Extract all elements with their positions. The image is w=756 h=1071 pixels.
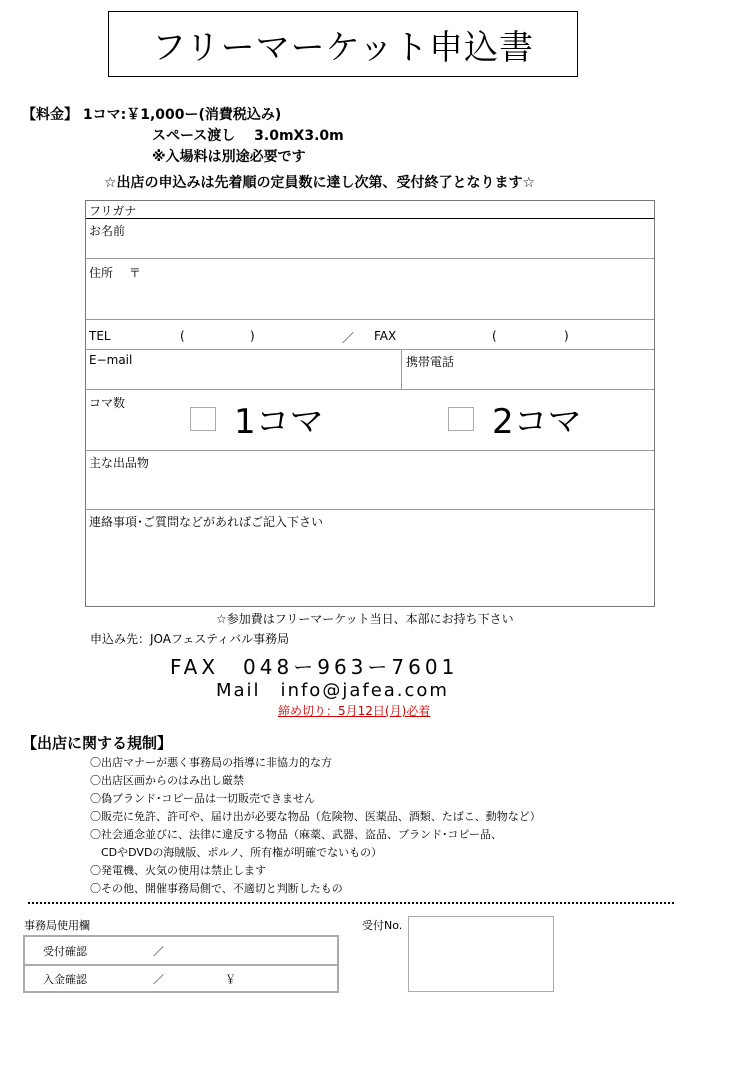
main-items-label: 主な出品物 <box>89 456 150 470</box>
space-size: スペース渡し 3.0mX3.0m <box>152 128 344 144</box>
rule-item: 〇出店マナーが悪く事務局の指導に非協力的な方 <box>90 756 332 769</box>
koma-label: コマ数 <box>89 396 126 410</box>
deadline: 締め切り：5月12日(月)必着 <box>278 704 431 718</box>
rule-item: CDやDVDの海賊版、ポルノ、所有権が明確でないもの） <box>90 846 383 859</box>
rules-title: 【出店に関する規制】 <box>22 734 173 752</box>
fax-number: FAX 048ー963ー7601 <box>170 655 459 679</box>
mobile-label: 携帯電話 <box>406 355 455 369</box>
payment-row[interactable] <box>25 965 337 992</box>
fax-paren-open: ( <box>492 329 497 343</box>
fee-line: 【料金】 1コマ:￥1,000ー(消費税込み) <box>22 107 282 123</box>
tel-fax-slash: ／ <box>342 331 355 345</box>
option1-label: 1コマ <box>234 402 324 442</box>
rule-item: 〇社会通念並びに、法律に違反する物品（麻薬、武器、盗品、ブランド･コピー品、 <box>90 828 503 841</box>
form-title: フリーマーケット申込書 <box>108 11 578 77</box>
address-row[interactable] <box>86 259 654 320</box>
option2-label: 2コマ <box>492 402 582 442</box>
tel-fax-row[interactable] <box>86 320 654 350</box>
rule-item: 〇その他、開催事務局側で、不適切と判断したもの <box>90 882 343 895</box>
email-mobile-row <box>86 350 654 390</box>
email-mobile-divider <box>401 350 402 389</box>
option2-checkbox[interactable] <box>448 407 474 431</box>
dotted-separator <box>28 902 674 904</box>
receipt-slash: ／ <box>153 945 164 958</box>
name-row[interactable] <box>86 219 654 259</box>
apply-to: 申込み先：JOAフェスティバル事務局 <box>90 632 290 646</box>
email-label: E−mail <box>89 353 133 367</box>
name-label: お名前 <box>89 224 126 238</box>
koma-row <box>86 390 654 451</box>
receipt-row[interactable] <box>25 937 337 966</box>
office-use-label: 事務局使用欄 <box>24 919 90 932</box>
fee-payment-note: ☆参加費はフリーマーケット当日、本部にお持ち下さい <box>216 612 514 626</box>
payment-slash: ／ <box>153 973 164 986</box>
first-come-notice: ☆出店の申込みは先着順の定員数に達し次第、受付終了となります☆ <box>104 175 536 191</box>
option1-checkbox[interactable] <box>190 407 216 431</box>
fax-paren-close: ) <box>564 329 569 343</box>
admission-note: ※入場料は別途必要です <box>152 149 306 165</box>
tel-paren-open: ( <box>180 329 185 343</box>
application-form <box>85 200 655 607</box>
contact-label: 連絡事項･ご質問などがあればご記入下さい <box>89 515 324 529</box>
address-label: 住所 〒 <box>89 266 141 280</box>
contact-row[interactable] <box>86 510 654 606</box>
rule-item: 〇発電機、火気の使用は禁止します <box>90 864 266 877</box>
furigana-row[interactable] <box>86 201 654 219</box>
payment-yen: ￥ <box>225 973 236 986</box>
receipt-label: 受付確認 <box>43 945 87 958</box>
tel-label: TEL <box>89 329 111 343</box>
reception-number-label: 受付No. <box>362 919 403 932</box>
rule-item: 〇偽ブランド･コピー品は一切販売できません <box>90 792 316 805</box>
fax-label: FAX <box>374 329 397 343</box>
office-table <box>23 935 339 993</box>
furigana-label: フリガナ <box>89 204 137 218</box>
tel-paren-close: ) <box>250 329 255 343</box>
payment-label: 入金確認 <box>43 973 87 986</box>
reception-number-box[interactable] <box>408 916 554 992</box>
main-items-row[interactable] <box>86 451 654 510</box>
contact-email: Mail info@jafea.com <box>216 680 449 701</box>
rule-item: 〇販売に免許、許可や、届け出が必要な物品（危険物、医薬品、酒類、たばこ、動物など） <box>90 810 541 823</box>
rule-item: 〇出店区画からのはみ出し厳禁 <box>90 774 244 787</box>
